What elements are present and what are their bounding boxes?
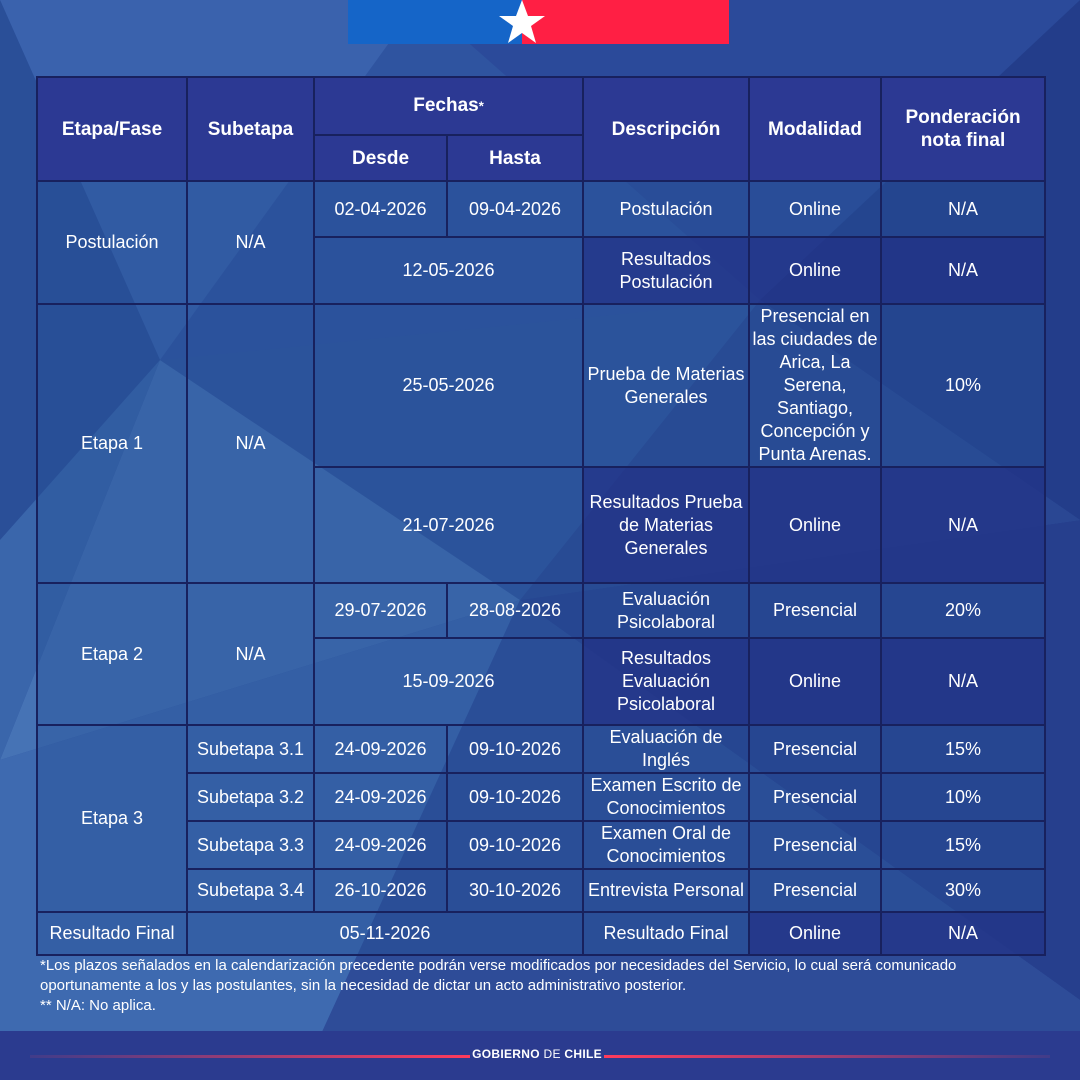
schedule-table (36, 76, 1046, 956)
cell-ponderacion: 20% (881, 583, 1045, 638)
cell-etapa: Etapa 2 (37, 583, 187, 725)
cell-hasta: 09-10-2026 (447, 725, 583, 773)
cell-descripcion: Prueba de Materias Generales (583, 304, 749, 467)
header-ponderacion: Ponderación nota final (881, 77, 1045, 181)
header-fechas-label: Fechas (413, 95, 479, 117)
header-desde: Desde (314, 135, 447, 181)
cell-desde: 02-04-2026 (314, 181, 447, 237)
cell-ponderacion: N/A (881, 912, 1045, 955)
cell-ponderacion: 10% (881, 773, 1045, 821)
cell-fecha: 21-07-2026 (314, 467, 583, 583)
cell-subetapa: Subetapa 3.2 (187, 773, 314, 821)
cell-descripcion: Evaluación Psicolaboral (583, 583, 749, 638)
cell-modalidad: Presencial (749, 821, 881, 869)
cell-desde: 26-10-2026 (314, 869, 447, 912)
footer-divider-left (30, 1055, 470, 1058)
header-descripcion: Descripción (583, 77, 749, 181)
cell-hasta: 30-10-2026 (447, 869, 583, 912)
cell-etapa: Postulación (37, 181, 187, 304)
cell-ponderacion: N/A (881, 181, 1045, 237)
cell-descripcion: Resultados Evaluación Psicolaboral (583, 638, 749, 725)
flag-red-field (522, 0, 729, 44)
cell-desde: 24-09-2026 (314, 821, 447, 869)
table-row (37, 869, 1045, 912)
brand-word-gobierno: GOBIERNO (472, 1047, 540, 1061)
cell-hasta: 09-10-2026 (447, 821, 583, 869)
cell-etapa: Etapa 1 (37, 304, 187, 583)
cell-descripcion: Resultados Postulación (583, 237, 749, 304)
cell-fecha: 05-11-2026 (187, 912, 583, 955)
cell-fecha: 15-09-2026 (314, 638, 583, 725)
brand-word-de: DE (543, 1047, 561, 1061)
header-fechas (314, 77, 583, 135)
brand-word-chile: CHILE (564, 1047, 602, 1061)
cell-modalidad: Presencial (749, 725, 881, 773)
cell-modalidad: Presencial en las ciudades de Arica, La Serena, Santiago, Concepción y Punta Arenas. (749, 304, 881, 467)
table-row (37, 304, 1045, 467)
footnote-na: ** N/A: No aplica. (40, 997, 156, 1014)
cell-descripcion: Entrevista Personal (583, 869, 749, 912)
gobierno-de-chile-logo (470, 1047, 604, 1061)
cell-subetapa: N/A (187, 583, 314, 725)
cell-hasta: 09-04-2026 (447, 181, 583, 237)
table-row (37, 773, 1045, 821)
cell-ponderacion: N/A (881, 467, 1045, 583)
cell-ponderacion: 30% (881, 869, 1045, 912)
footnote-deadlines: *Los plazos señalados en la calendarización precedente podrán verse modificados por necesidades del Servicio, lo cual será comunicado oportunamente a los y las postulantes, sin la necesidad de dictar un acto administrativo posterior. (40, 957, 957, 994)
cell-modalidad: Online (749, 237, 881, 304)
cell-etapa: Resultado Final (37, 912, 187, 955)
header-subetapa: Subetapa (187, 77, 314, 181)
footnote-marker: * (478, 98, 484, 114)
cell-ponderacion: 15% (881, 821, 1045, 869)
cell-fecha: 25-05-2026 (314, 304, 583, 467)
table-row (37, 912, 1045, 955)
cell-ponderacion: N/A (881, 638, 1045, 725)
cell-etapa: Etapa 3 (37, 725, 187, 912)
cell-modalidad: Presencial (749, 869, 881, 912)
table-header (37, 77, 1045, 181)
chile-flag-stripe (348, 0, 729, 44)
cell-desde: 24-09-2026 (314, 725, 447, 773)
cell-ponderacion: 15% (881, 725, 1045, 773)
cell-subetapa: Subetapa 3.3 (187, 821, 314, 869)
cell-desde: 24-09-2026 (314, 773, 447, 821)
header-hasta: Hasta (447, 135, 583, 181)
cell-subetapa: N/A (187, 304, 314, 583)
cell-modalidad: Presencial (749, 583, 881, 638)
cell-descripcion: Evaluación de Inglés (583, 725, 749, 773)
cell-modalidad: Online (749, 467, 881, 583)
cell-modalidad: Online (749, 181, 881, 237)
cell-modalidad: Online (749, 638, 881, 725)
cell-descripcion: Resultados Prueba de Materias Generales (583, 467, 749, 583)
cell-descripcion: Examen Escrito de Conocimientos (583, 773, 749, 821)
star-icon (494, 0, 550, 48)
cell-subetapa: Subetapa 3.1 (187, 725, 314, 773)
cell-subetapa: Subetapa 3.4 (187, 869, 314, 912)
cell-fecha: 12-05-2026 (314, 237, 583, 304)
cell-modalidad: Online (749, 912, 881, 955)
table-row (37, 821, 1045, 869)
cell-subetapa: N/A (187, 181, 314, 304)
header-etapa: Etapa/Fase (37, 77, 187, 181)
cell-descripcion: Resultado Final (583, 912, 749, 955)
footer-bar (0, 1031, 1080, 1080)
cell-ponderacion: 10% (881, 304, 1045, 467)
cell-hasta: 28-08-2026 (447, 583, 583, 638)
table-row (37, 725, 1045, 773)
footer-divider-right (604, 1055, 1050, 1058)
cell-modalidad: Presencial (749, 773, 881, 821)
cell-desde: 29-07-2026 (314, 583, 447, 638)
footnotes (40, 956, 1040, 1016)
table-row (37, 181, 1045, 237)
cell-hasta: 09-10-2026 (447, 773, 583, 821)
header-modalidad: Modalidad (749, 77, 881, 181)
table-row (37, 583, 1045, 638)
cell-descripcion: Postulación (583, 181, 749, 237)
cell-descripcion: Examen Oral de Conocimientos (583, 821, 749, 869)
cell-ponderacion: N/A (881, 237, 1045, 304)
